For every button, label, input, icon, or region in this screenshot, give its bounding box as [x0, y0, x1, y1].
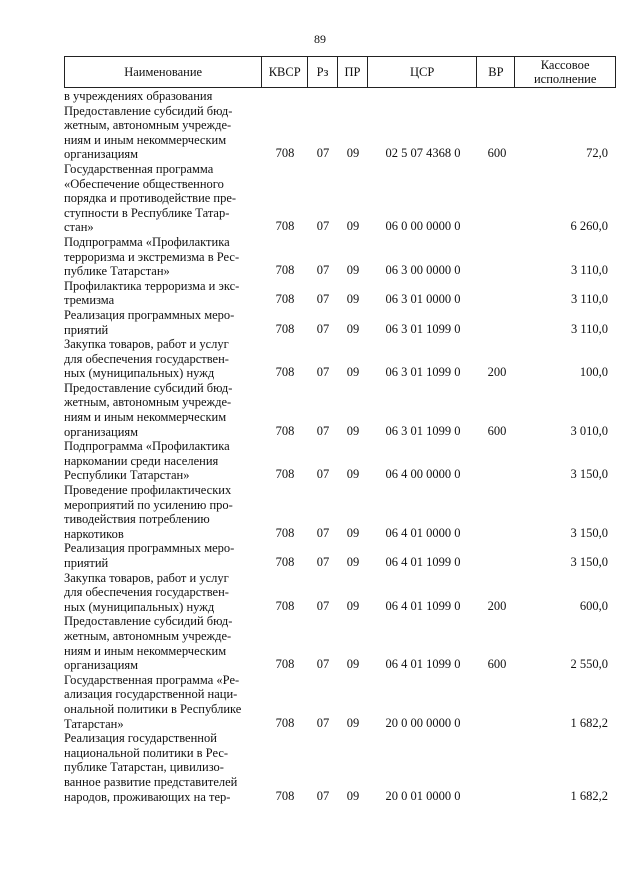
cell-name: Предоставление субсидий бюд- жетным, автономным учрежде- ниям и иным некоммерческим организациям	[64, 380, 233, 439]
cell-csr: 06 4 01 1099 0	[385, 598, 461, 613]
cell-csr: 06 3 00 0000 0	[385, 263, 461, 278]
cell-pr: 09	[346, 598, 360, 613]
header-rz: Рз	[308, 57, 338, 87]
cell-name: Закупка товаров, работ и услуг для обеспечения государствен- ных (муниципальных) нужд	[64, 337, 229, 381]
cell-amount	[516, 103, 616, 104]
cell-vr: 600	[487, 423, 507, 438]
cell-rz: 07	[316, 657, 330, 672]
cell-vr: 600	[487, 657, 507, 672]
cell-vr: 600	[487, 146, 507, 161]
table-row	[64, 483, 616, 541]
cell-rz	[308, 103, 338, 104]
cell-kvsr: 708	[275, 423, 295, 438]
cell-csr: 06 3 01 1099 0	[385, 423, 461, 438]
cell-csr: 06 3 01 1099 0	[385, 321, 461, 336]
cell-amount: 6 260,0	[570, 219, 608, 234]
cell-rz: 07	[316, 365, 330, 380]
cell-amount: 3 110,0	[570, 292, 608, 307]
cell-kvsr: 708	[275, 365, 295, 380]
cell-amount: 3 110,0	[570, 263, 608, 278]
cell-amount: 100,0	[579, 365, 608, 380]
table-row	[64, 571, 616, 615]
cell-vr	[478, 803, 516, 804]
table-header	[64, 56, 616, 88]
cell-vr: 200	[487, 365, 507, 380]
cell-pr: 09	[346, 657, 360, 672]
cell-kvsr: 708	[275, 321, 295, 336]
cell-csr: 06 4 01 1099 0	[385, 555, 461, 569]
cell-csr: 20 0 00 0000 0	[385, 715, 461, 730]
table-row	[64, 439, 616, 483]
table-row	[64, 279, 616, 308]
cell-pr: 09	[346, 788, 360, 803]
cell-pr: 09	[346, 467, 360, 482]
cell-name: Реализация программных меро- приятий	[64, 307, 235, 337]
cell-name: Государственная программа «Ре- ализация государственной наци- ональной политики в Республике Татарстан»	[64, 672, 242, 731]
cell-vr	[478, 103, 516, 104]
table-row	[64, 337, 616, 381]
cell-rz: 07	[316, 423, 330, 438]
table-row	[64, 541, 616, 570]
cell-csr: 06 4 00 0000 0	[385, 467, 461, 482]
table-body	[64, 89, 616, 804]
cell-name: Предоставление субсидий бюд- жетным, автономным учрежде- ниям и иным некоммерческим организациям	[64, 614, 233, 673]
header-kassovoe: Кассовое исполнение	[533, 57, 597, 86]
cell-amount: 3 150,0	[570, 555, 608, 569]
cell-pr: 09	[346, 715, 360, 730]
cell-amount: 72,0	[586, 146, 608, 161]
cell-name: Проведение профилактических мероприятий по усилению про- тиводействия потреблению наркотиков	[64, 483, 233, 541]
cell-vr	[478, 482, 516, 483]
cell-pr: 09	[346, 525, 360, 540]
cell-name: в учреждениях образования	[64, 89, 213, 103]
cell-csr: 06 4 01 1099 0	[385, 657, 461, 672]
cell-vr	[478, 278, 516, 279]
cell-amount: 1 682,2	[570, 788, 608, 803]
cell-kvsr: 708	[275, 788, 295, 803]
cell-name: Предоставление субсидий бюд- жетным, автономным учрежде- ниям и иным некоммерческим организациям	[64, 103, 233, 162]
cell-amount: 3 150,0	[570, 525, 608, 540]
cell-csr	[368, 103, 478, 104]
cell-name: Профилактика терроризма и экс- тремизма	[64, 278, 240, 308]
cell-csr: 06 3 01 1099 0	[385, 365, 461, 380]
cell-rz: 07	[316, 292, 330, 307]
cell-name: Реализация программных меро- приятий	[64, 541, 235, 570]
cell-pr: 09	[346, 555, 360, 569]
cell-kvsr: 708	[275, 219, 295, 234]
page-number: 89	[314, 32, 326, 46]
cell-amount: 2 550,0	[570, 657, 608, 672]
cell-rz: 07	[316, 263, 330, 278]
cell-csr: 06 0 00 0000 0	[385, 219, 461, 234]
cell-amount: 3 010,0	[570, 423, 608, 438]
table-row	[64, 104, 616, 162]
table-row	[64, 89, 616, 104]
cell-csr: 06 3 01 0000 0	[385, 292, 461, 307]
cell-kvsr: 708	[275, 555, 295, 569]
cell-kvsr: 708	[275, 657, 295, 672]
cell-rz: 07	[316, 788, 330, 803]
cell-csr: 02 5 07 4368 0	[385, 146, 461, 161]
header-kvsr: КВСР	[262, 57, 308, 87]
cell-name: Закупка товаров, работ и услуг для обеспечения государствен- ных (муниципальных) нужд	[64, 570, 229, 614]
cell-amount: 3 150,0	[570, 467, 608, 482]
table-row	[64, 614, 616, 672]
cell-amount: 3 110,0	[570, 321, 608, 336]
cell-pr: 09	[346, 292, 360, 307]
cell-rz: 07	[316, 598, 330, 613]
cell-rz: 07	[316, 146, 330, 161]
cell-kvsr: 708	[275, 146, 295, 161]
cell-rz: 07	[316, 219, 330, 234]
header-pr: ПР	[338, 57, 368, 87]
cell-pr: 09	[346, 146, 360, 161]
cell-vr	[478, 234, 516, 235]
table-row	[64, 731, 616, 804]
cell-pr: 09	[346, 263, 360, 278]
cell-csr: 06 4 01 0000 0	[385, 525, 461, 540]
cell-csr: 20 0 01 0000 0	[385, 788, 461, 803]
cell-vr	[478, 730, 516, 731]
cell-kvsr: 708	[275, 263, 295, 278]
table-row	[64, 673, 616, 731]
cell-vr	[478, 307, 516, 308]
cell-kvsr: 708	[275, 598, 295, 613]
cell-amount: 600,0	[579, 598, 608, 613]
header-name: Наименование	[65, 57, 262, 87]
cell-vr: 200	[487, 598, 507, 613]
cell-rz: 07	[316, 555, 330, 569]
table-row	[64, 308, 616, 337]
cell-name: Государственная программа «Обеспечение общественного порядка и противодействие пре- ступности в Республике Татар- стан»	[64, 161, 237, 235]
cell-kvsr: 708	[275, 715, 295, 730]
cell-rz: 07	[316, 525, 330, 540]
cell-amount: 1 682,2	[570, 715, 608, 730]
cell-kvsr: 708	[275, 525, 295, 540]
cell-rz: 07	[316, 321, 330, 336]
cell-name: Реализация государственной национальной политики в Рес- публике Татарстан, цивилизо- ванное развитие представителей народов, проживающих на тер-	[64, 731, 238, 804]
table-row	[64, 235, 616, 279]
header-csr: ЦСР	[368, 57, 478, 87]
cell-kvsr: 708	[275, 292, 295, 307]
cell-kvsr	[262, 103, 308, 104]
header-vr: ВР	[477, 57, 515, 87]
table-row	[64, 162, 616, 235]
cell-rz: 07	[316, 467, 330, 482]
cell-vr	[478, 336, 516, 337]
cell-pr	[338, 103, 368, 104]
cell-name: Подпрограмма «Профилактика наркомании среди населения Республики Татарстан»	[64, 439, 230, 483]
cell-kvsr: 708	[275, 467, 295, 482]
cell-vr	[478, 540, 516, 541]
table-row	[64, 381, 616, 439]
cell-pr: 09	[346, 365, 360, 380]
cell-vr	[478, 570, 516, 571]
cell-pr: 09	[346, 321, 360, 336]
cell-pr: 09	[346, 423, 360, 438]
cell-rz: 07	[316, 715, 330, 730]
cell-pr: 09	[346, 219, 360, 234]
cell-name: Подпрограмма «Профилактика терроризма и экстремизма в Рес- публике Татарстан»	[64, 234, 240, 279]
